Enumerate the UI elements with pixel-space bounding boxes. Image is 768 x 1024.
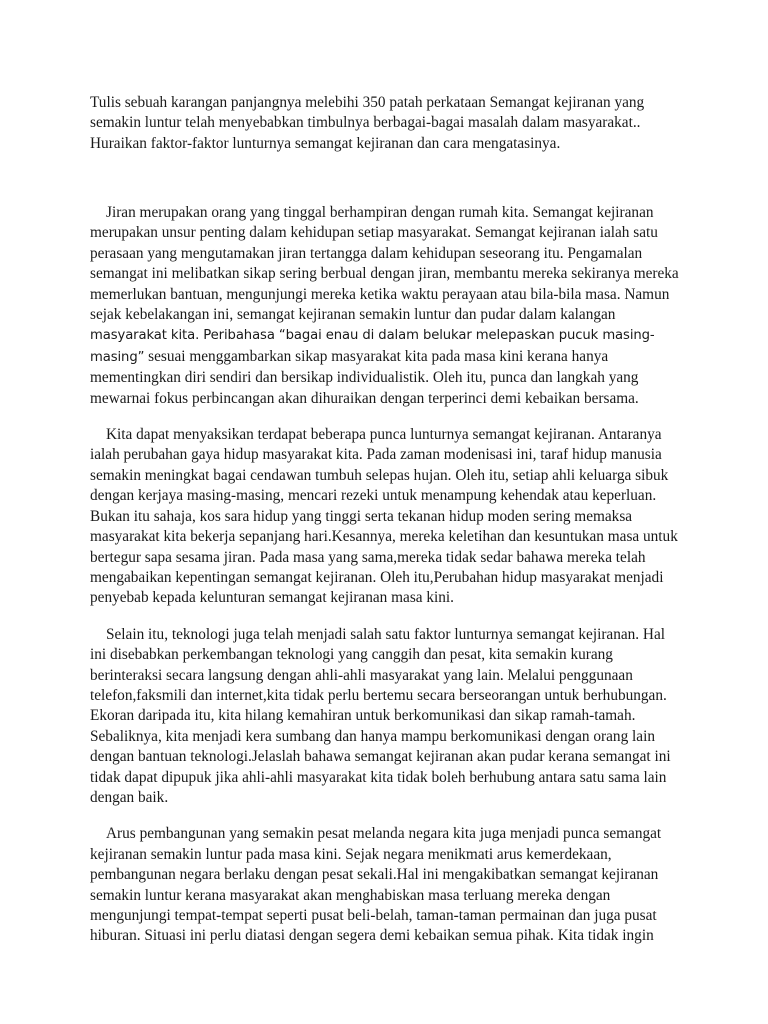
paragraph-3: Selain itu, teknologi juga telah menjadi salah satu faktor lunturnya semangat kejiranan. Hal ini disebabkan perkembangan teknologi yang canggih dan pesat, kita semakin kurang berinteraksi secara langsung dengan ahli-ahli masyarakat yang lain. Melalui penggunaan telefon,faksmili dan internet,kita tidak perlu bertemu secara berseorangan untuk berhubungan. Ekoran daripada itu, kita hilang kemahiran untuk berkomunikasi dan sikap ramah-tamah. Sebaliknya, kita menjadi kera sumbang dan hanya mampu berkomunikasi dengan orang lain dengan bantuan teknologi.Jelaslah bahawa semangat kejiranan akan pudar kerana semangat ini tidak dapat dipupuk jika ahli-ahli masyarakat kita tidak boleh berhubung antara satu sama lain dengan baik. [90, 625, 671, 806]
essay-question [90, 93, 680, 154]
question-text: Tulis sebuah karangan panjangnya melebihi 350 patah perkataan Semangat kejiranan yang semakin luntur telah menyebabkan timbulnya berbagai-bagai masalah dalam masyarakat.. Huraikan faktor-faktor lunturnya semangat kejiranan dan cara mengatasinya. [90, 94, 645, 152]
paragraph-4: Arus pembangunan yang semakin pesat melanda negara kita juga menjadi punca semangat kejiranan semakin luntur pada masa kini. Sejak negara menikmati arus kemerdekaan, pembangunan negara berlaku dengan pesat sekali.Hal ini mengakibatkan semangat kejiranan semakin luntur kerana masyarakat akan menghabiskan masa terluang mereka dengan mengunjungi tempat-tempat seperti pusat beli-belah, taman-taman permainan dan juga pusat hiburan. Situasi ini perlu diatasi dengan segera demi kebaikan semua pihak. Kita tidak ingin [90, 825, 662, 945]
paragraph-introduction [90, 203, 680, 409]
paragraph-2: Kita dapat menyaksikan terdapat beberapa punca lunturnya semangat kejiranan. Antaranya ialah perubahan gaya hidup masyarakat kita. Pada zaman modenisasi ini, taraf hidup manusia semakin meningkat bagai cendawan tumbuh selepas hujan. Oleh itu, setiap ahli keluarga sibuk dengan kerjaya masing-masing, mencari rezeki untuk menampung kehendak atau keperluan. Bukan itu sahaja, kos sara hidup yang tinggi serta tekanan hidup moden sering memaksa masyarakat kita bekerja sepanjang hari.Kesannya, mereka keletihan dan kesuntukan masa untuk bertegur sapa sesama jiran. Pada masa yang sama,mereka tidak sedar bahawa mereka telah mengabaikan kepentingan semangat kejiranan. Oleh itu,Perubahan hidup masyarakat menjadi penyebab kepada kelunturan semangat kejiranan masa kini. [90, 426, 678, 607]
paragraph-1-part-1: Jiran merupakan orang yang tinggal berhampiran dengan rumah kita. Semangat kejiranan merupakan unsur penting dalam kehidupan setiap masyarakat. Semangat kejiranan ialah satu perasaan yang mengutamakan jiran tertangga dalam kehidupan seseorang itu. Pengamalan semangat ini melibatkan sikap sering berbual dengan jiran, membantu mereka sekiranya mereka memerlukan bantuan, mengunjungi mereka ketika waktu perayaan atau bila-bila masa. Namun sejak kebelakangan ini, semangat kejiranan semakin luntur dan pudar dalam kalangan [90, 204, 679, 324]
paragraph-1-part-3: sesuai menggambarkan sikap masyarakat kita pada masa kini kerana hanya mementingkan diri sendiri dan bersikap individualistik. Oleh itu, punca dan langkah yang mewarnai fokus perbincangan akan dihuraikan dengan terperinci demi kebaikan bersama. [90, 347, 639, 407]
essay-body [90, 203, 680, 963]
paragraph-1-peribahasa: masyarakat kita. Peribahasa “bagai enau di dalam belukar melepaskan pucuk masing-masing” [90, 328, 655, 365]
